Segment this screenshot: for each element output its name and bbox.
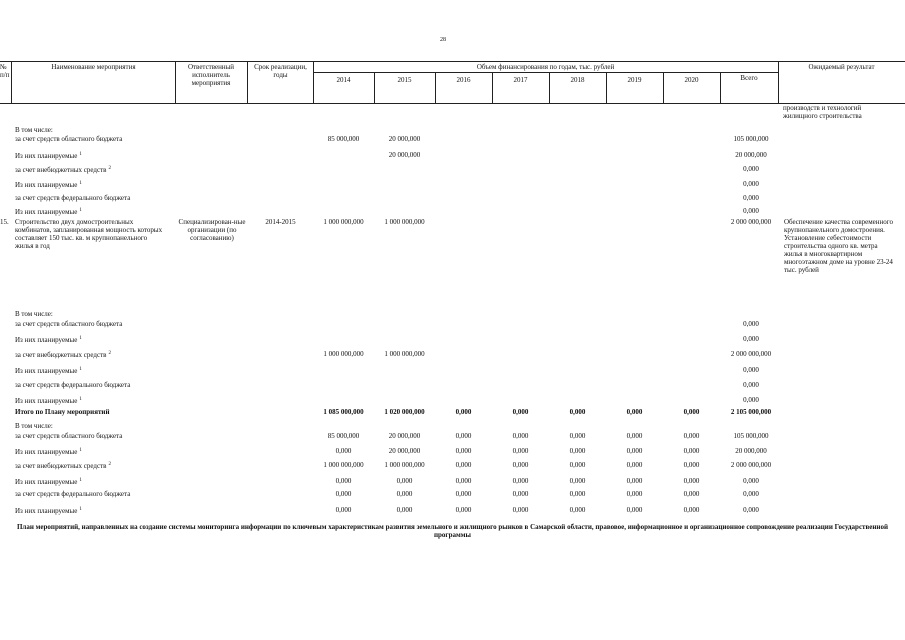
value-cell: 0,000 — [743, 506, 759, 514]
header-top-rule — [0, 61, 905, 62]
value-total: 0,000 — [743, 320, 759, 328]
value-cell: 85 000,000 — [327, 432, 360, 440]
value-cell: 0,000 — [683, 432, 700, 440]
value-cell: 0,000 — [335, 490, 352, 498]
footnote-mark: 2 — [108, 351, 111, 356]
footnote-mark: 1 — [79, 152, 82, 157]
row-label — [15, 490, 130, 498]
row-label-text: за счет внебюджетных средств — [15, 351, 107, 359]
value-cell: 0,000 — [569, 477, 586, 485]
value-total: 0,000 — [743, 381, 759, 389]
item-name: Строительство двух домостроительных комбинатов, запланированная мощность которых составляет 150 тыс. кв. м крупнопанельного жилья в год — [15, 218, 163, 250]
value-cell: 0,000 — [569, 490, 586, 498]
value-2014: 85 000,000 — [327, 135, 360, 143]
value-cell: 0,000 — [683, 477, 700, 485]
row-label-text: Из них планируемые — [15, 152, 78, 160]
value-cell: 0,000 — [626, 506, 643, 514]
header-year: 2015 — [397, 76, 412, 84]
item-term: 2014-2015 — [265, 218, 296, 226]
value-cell: 0,000 — [683, 447, 700, 455]
row-label-text: Из них планируемые — [15, 367, 78, 375]
item-number: 15. — [0, 218, 9, 226]
footnote-mark: 1 — [79, 478, 82, 483]
value-cell: 0,000 — [569, 447, 586, 455]
row-label — [15, 135, 122, 143]
including-label: В том числе: — [15, 310, 53, 318]
value-cell: 20 000,000 — [735, 447, 767, 455]
header-year: 2019 — [627, 76, 642, 84]
row-label — [15, 350, 111, 359]
value-cell: 0,000 — [743, 477, 759, 485]
row-label — [15, 477, 82, 486]
row-label-text: Из них планируемые — [15, 448, 78, 456]
row-label — [15, 506, 82, 515]
value-cell: 0,000 — [512, 432, 529, 440]
col-divider — [247, 61, 248, 103]
footnote-mark: 1 — [79, 397, 82, 402]
footnote-mark: 1 — [79, 507, 82, 512]
total-value: 0,000 — [455, 408, 472, 416]
value-total: 20 000,000 — [735, 151, 767, 159]
value-cell: 0,000 — [455, 432, 472, 440]
row-label — [15, 151, 82, 160]
value-total: 2 000 000,000 — [730, 350, 772, 358]
value-cell: 0,000 — [743, 490, 759, 498]
value-2015: 1 000 000,000 — [384, 350, 425, 358]
row-label-text: Из них планируемые — [15, 336, 78, 344]
value-cell: 0,000 — [455, 506, 472, 514]
row-label-text: Из них планируемые — [15, 181, 78, 189]
header-executor: Ответственный исполнитель мероприятия — [187, 63, 235, 87]
item-executor: Специализирован-ные организации (по согласованию) — [178, 218, 246, 242]
including-label: В том числе: — [15, 422, 53, 430]
value-cell: 0,000 — [512, 506, 529, 514]
row-label-text: за счет внебюджетных средств — [15, 462, 107, 470]
row-label — [15, 194, 130, 202]
total-value: 1 085 000,000 — [323, 408, 364, 416]
row-label — [15, 320, 122, 328]
header-bottom-rule — [0, 103, 905, 104]
value-cell: 0,000 — [626, 477, 643, 485]
header-year: 2017 — [513, 76, 528, 84]
row-label-text: Из них планируемые — [15, 397, 78, 405]
value-cell: 0,000 — [335, 477, 352, 485]
value-cell: 0,000 — [683, 461, 700, 469]
header-term: Срок реализации, годы — [254, 63, 307, 79]
value-cell: 0,000 — [455, 490, 472, 498]
row-label — [15, 180, 82, 189]
section-heading: План мероприятий, направленных на создание системы мониторинга информации по ключевым характеристикам развития земельного и жилищного рынков в Самарской области, правовое, информационное и организационное сопровождение реализации Государственной программы — [16, 523, 888, 539]
including-label: В том числе: — [15, 126, 53, 134]
header-result: Ожидаемый результат — [808, 63, 875, 71]
value-2014: 1 000 000,000 — [323, 350, 364, 358]
page-number: 28 — [440, 37, 446, 43]
row-label-text: Из них планируемые — [15, 507, 78, 515]
row-label — [15, 207, 82, 216]
value-cell: 0,000 — [626, 490, 643, 498]
footnote-mark: 1 — [79, 367, 82, 372]
row-label — [15, 396, 82, 405]
row-label — [15, 432, 122, 440]
row-label-text: за счет средств областного бюджета — [15, 135, 123, 143]
value-cell: 0,000 — [569, 461, 586, 469]
value-cell: 0,000 — [626, 461, 643, 469]
value-cell: 105 000,000 — [733, 432, 769, 440]
row-label — [15, 165, 111, 174]
item-value-2014: 1 000 000,000 — [323, 218, 364, 226]
total-value: 2 105 000,000 — [730, 408, 772, 416]
row-label-text: за счет средств федерального бюджета — [15, 490, 131, 498]
total-value: 1 020 000,000 — [384, 408, 425, 416]
row-label — [15, 381, 130, 389]
value-cell: 0,000 — [455, 477, 472, 485]
footnote-mark: 1 — [79, 208, 82, 213]
carry-over-result: производств и технологий жилищного строительства — [783, 104, 862, 120]
value-total: 0,000 — [743, 165, 759, 173]
value-total: 0,000 — [743, 366, 759, 374]
value-total: 0,000 — [743, 396, 759, 404]
row-label-text: за счет средств федерального бюджета — [15, 381, 131, 389]
row-label-text: за счет средств областного бюджета — [15, 320, 123, 328]
value-cell: 1 000 000,000 — [384, 461, 425, 469]
header-year: 2014 — [336, 76, 351, 84]
value-cell: 0,000 — [683, 506, 700, 514]
col-divider — [175, 61, 176, 103]
value-2015: 20 000,000 — [388, 151, 421, 159]
row-label-text: за счет внебюджетных средств — [15, 166, 107, 174]
item-result: Обеспечение качества современного крупнопанельного домостроения. Установление себестоимости строительства одного кв. метра жилья в многоквартирном многоэтажном доме на уровне 23-24 тыс. рублей — [784, 218, 893, 274]
header-year: 2020 — [684, 76, 699, 84]
total-value: 0,000 — [512, 408, 529, 416]
row-label — [15, 335, 82, 344]
value-cell: 0,000 — [512, 490, 529, 498]
value-cell: 0,000 — [569, 432, 586, 440]
value-cell: 0,000 — [396, 506, 413, 514]
header-funding: Объем финансирования по годам, тыс. рублей — [476, 63, 615, 71]
footnote-mark: 1 — [79, 336, 82, 341]
header-name: Наименование мероприятия — [51, 63, 136, 71]
header-num: № п/п — [0, 63, 10, 79]
value-total: 0,000 — [743, 194, 759, 202]
row-label-text: за счет средств областного бюджета — [15, 432, 123, 440]
value-cell: 0,000 — [396, 490, 413, 498]
value-cell: 0,000 — [569, 506, 586, 514]
value-cell: 20 000,000 — [388, 447, 421, 455]
row-label — [15, 447, 82, 456]
row-label-text: за счет средств федерального бюджета — [15, 194, 131, 202]
value-cell: 20 000,000 — [388, 432, 421, 440]
value-total: 0,000 — [743, 207, 759, 215]
value-total: 0,000 — [743, 180, 759, 188]
footnote-mark: 1 — [79, 181, 82, 186]
value-cell: 0,000 — [335, 506, 352, 514]
total-label: Итого по Плану мероприятий — [15, 408, 110, 416]
value-cell: 0,000 — [335, 447, 352, 455]
total-value: 0,000 — [569, 408, 586, 416]
total-value: 0,000 — [626, 408, 643, 416]
value-cell: 0,000 — [512, 477, 529, 485]
value-2015: 20 000,000 — [388, 135, 421, 143]
item-value-2015: 1 000 000,000 — [384, 218, 425, 226]
value-total: 0,000 — [743, 335, 759, 343]
footnote-mark: 2 — [108, 462, 111, 467]
header-total: Всего — [740, 74, 758, 82]
header-mid-rule — [313, 72, 778, 73]
header-year: 2018 — [570, 76, 585, 84]
value-cell: 0,000 — [626, 432, 643, 440]
total-value: 0,000 — [683, 408, 700, 416]
value-cell: 0,000 — [396, 477, 413, 485]
value-total: 105 000,000 — [733, 135, 769, 143]
row-label — [15, 366, 82, 375]
footnote-mark: 1 — [79, 448, 82, 453]
value-cell: 0,000 — [683, 490, 700, 498]
value-cell: 0,000 — [512, 447, 529, 455]
row-label-text: Из них планируемые — [15, 208, 78, 216]
item-value-total: 2 000 000,000 — [730, 218, 772, 226]
value-cell: 0,000 — [512, 461, 529, 469]
footnote-mark: 2 — [108, 166, 111, 171]
value-cell: 2 000 000,000 — [730, 461, 772, 469]
value-cell: 0,000 — [455, 461, 472, 469]
value-cell: 1 000 000,000 — [323, 461, 364, 469]
value-cell: 0,000 — [455, 447, 472, 455]
header-year: 2016 — [456, 76, 471, 84]
row-label-text: Из них планируемые — [15, 478, 78, 486]
value-cell: 0,000 — [626, 447, 643, 455]
row-label — [15, 461, 111, 470]
